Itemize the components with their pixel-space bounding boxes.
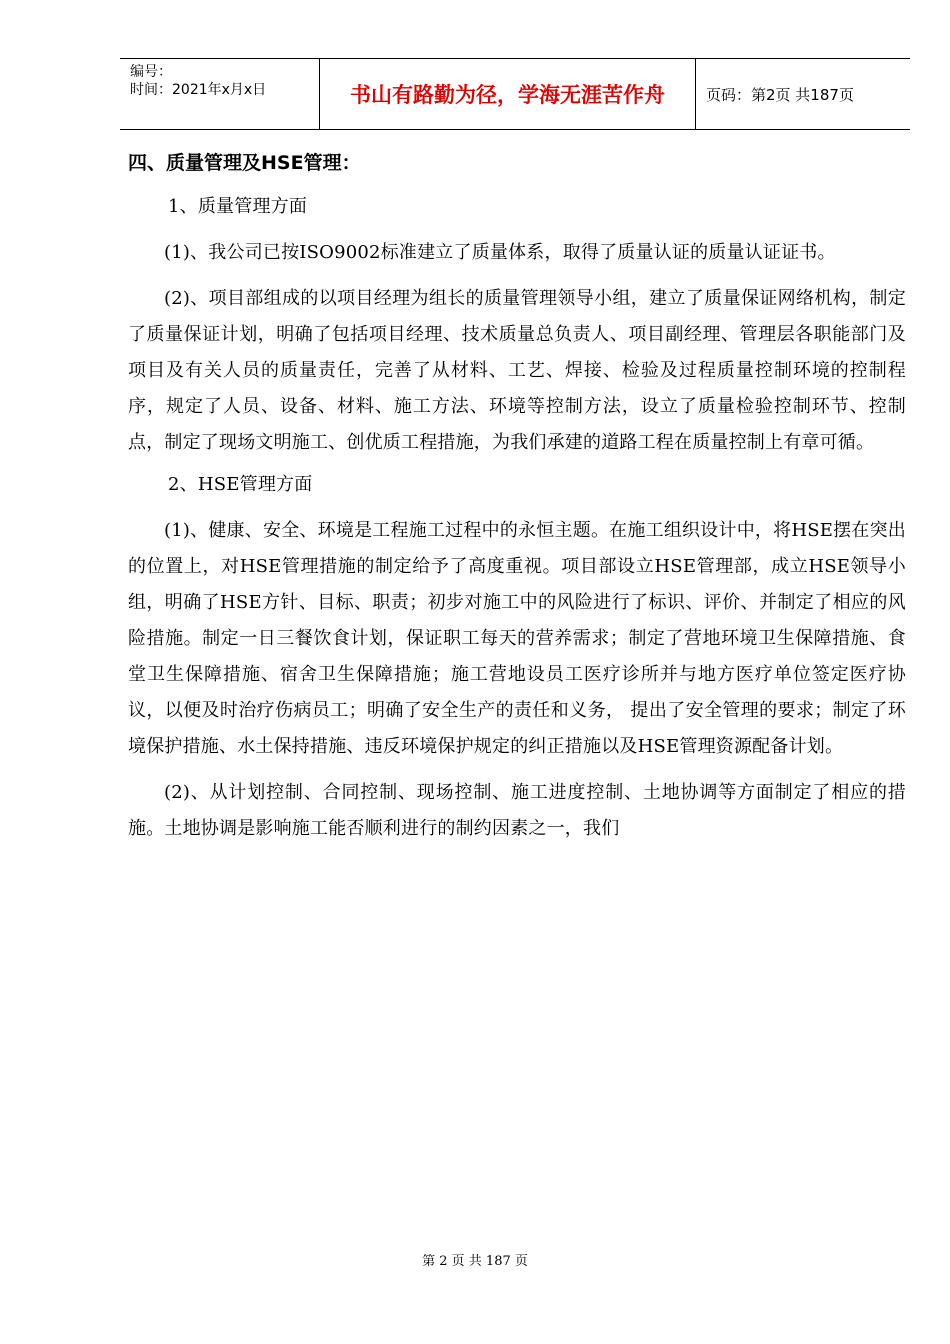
section-heading: 四、质量管理及HSE管理：	[128, 152, 361, 174]
subsection-title-quality: 1、质量管理方面	[168, 196, 308, 217]
paragraph-hse-1: (1)、健康、安全、环境是工程施工过程中的永恒主题。在施工组织设计中，将HSE摆在突出的位置上，对HSE管理措施的制定给予了高度重视。项目部设立HSE管理部，成立HSE领导小组，明确了HSE方针、目标、职责；初步对施工中的风险进行了标识、评价、并制定了相应的风险措施。制定一日三餐饮食计划，保证职工每天的营养需求；制定了营地环境卫生保障措施、食堂卫生保障措施、宿舍卫生保障措施；施工营地设员工医疗诊所并与地方医疗单位签定医疗协议，以便及时治疗伤病员工；明确了安全生产的责任和义务， 提出了安全管理的要求；制定了环境保护措施、水土保持措施、违反环境保护规定的纠正措施以及HSE管理资源配备计划。	[128, 520, 906, 757]
document-number-label: 编号：	[130, 64, 172, 80]
subsection-title-hse: 2、HSE管理方面	[168, 474, 313, 495]
page-header	[120, 58, 910, 130]
paragraph-quality-2: (2)、项目部组成的以项目经理为组长的质量管理领导小组，建立了质量保证网络机构，制定了质量保证计划，明确了包括项目经理、技术质量总负责人、项目副经理、管理层各职能部门及项目及有关人员的质量责任，完善了从材料、工艺、焊接、检验及过程质量控制环境的控制程序，规定了人员、设备、材料、施工方法、环境等控制方法，设立了质量检验控制环节、控制点，制定了现场文明施工、创优质工程措施，为我们承建的道路工程在质量控制上有章可循。	[128, 288, 906, 453]
header-page-info: 页码：第2页 共187页	[706, 85, 854, 104]
paragraph-quality-1: (1)、我公司已按ISO9002标准建立了质量体系，取得了质量认证的质量认证证书。	[164, 242, 836, 263]
page-footer: 第 2 页 共 187 页	[422, 1254, 528, 1269]
paragraph-hse-2: (2)、从计划控制、合同控制、现场控制、施工进度控制、土地协调等方面制定了相应的措施。土地协调是影响施工能否顺利进行的制约因素之一，我们	[128, 782, 906, 839]
document-body	[128, 143, 906, 847]
header-meta	[120, 59, 320, 129]
header-motto: 书山有路勤为径，学海无涯苦作舟	[320, 59, 696, 129]
document-time: 时间：2021年x月x日	[130, 82, 267, 98]
